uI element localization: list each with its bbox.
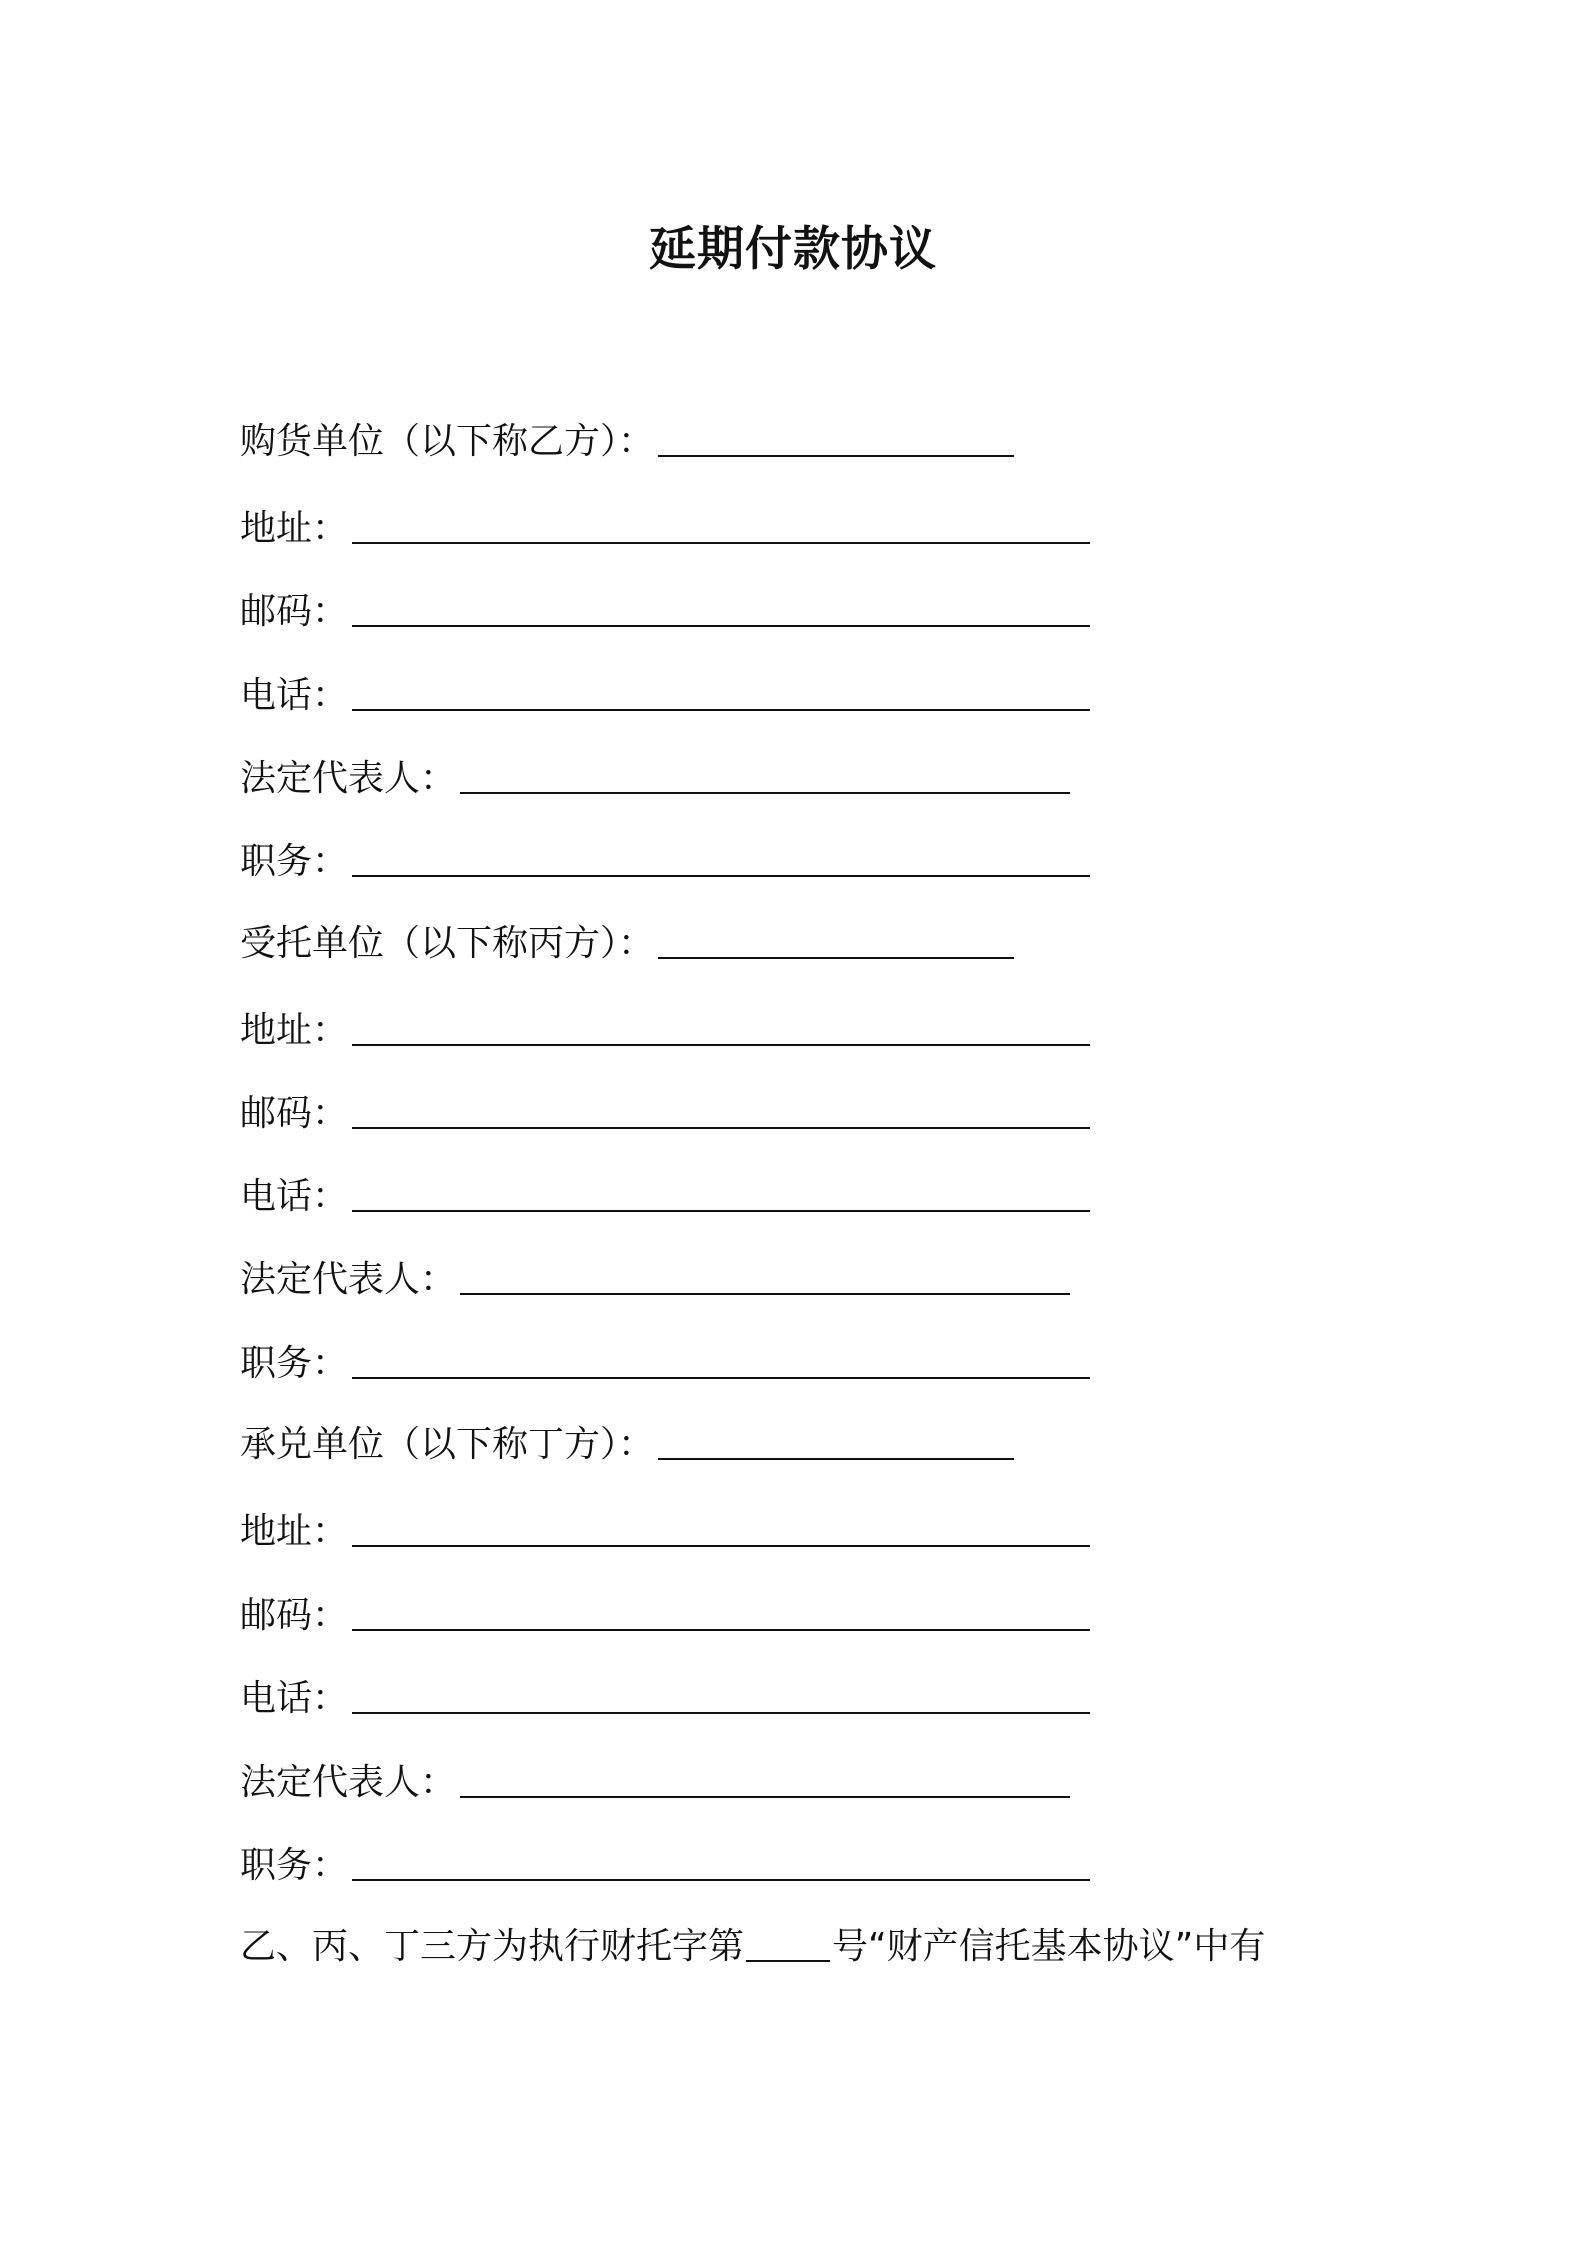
field-label-address: 地址： <box>240 1511 349 1552</box>
legal-rep-blank[interactable] <box>460 1758 1070 1798</box>
field-label-address: 地址： <box>240 1010 349 1051</box>
document-title: 延期付款协议 <box>649 222 937 277</box>
closing-text-before: 乙、丙、丁三方为执行财托字第 <box>240 1926 745 1967</box>
address-blank[interactable] <box>352 1006 1090 1046</box>
field-label-legal-rep: 法定代表人： <box>240 1259 457 1300</box>
phone-blank[interactable] <box>352 671 1090 711</box>
field-row <box>240 833 1090 883</box>
field-label-position: 职务： <box>240 1343 349 1384</box>
postcode-blank[interactable] <box>352 587 1090 627</box>
field-row <box>240 1670 1090 1720</box>
field-label-position: 职务： <box>240 1845 349 1886</box>
field-row <box>240 1002 1090 1052</box>
position-blank[interactable] <box>352 1339 1090 1379</box>
field-label-legal-rep: 法定代表人： <box>240 1762 457 1803</box>
party-heading-label: 承兑单位（以下称丁方）： <box>240 1424 655 1465</box>
party-heading-label: 受托单位（以下称丙方）： <box>240 923 655 964</box>
phone-blank[interactable] <box>352 1674 1090 1714</box>
field-row <box>240 1754 1070 1804</box>
legal-rep-blank[interactable] <box>460 1255 1070 1295</box>
field-row <box>240 1085 1090 1135</box>
legal-rep-blank[interactable] <box>460 754 1070 794</box>
field-row <box>240 1837 1090 1887</box>
agreement-number-blank[interactable] <box>746 1922 830 1962</box>
field-label-phone: 电话： <box>240 675 349 716</box>
party-heading-buyer <box>240 413 1014 463</box>
field-label-postcode: 邮码： <box>240 591 349 632</box>
postcode-blank[interactable] <box>352 1089 1090 1129</box>
party-name-blank[interactable] <box>658 919 1014 959</box>
position-blank[interactable] <box>352 1841 1090 1881</box>
closing-paragraph <box>240 1918 1265 1968</box>
field-row <box>240 1168 1090 1218</box>
field-label-postcode: 邮码： <box>240 1093 349 1134</box>
field-row <box>240 1251 1070 1301</box>
party-name-blank[interactable] <box>658 1420 1014 1460</box>
field-label-address: 地址： <box>240 508 349 549</box>
postcode-blank[interactable] <box>352 1591 1090 1631</box>
field-row <box>240 750 1070 800</box>
field-row <box>240 667 1090 717</box>
party-heading-acceptor <box>240 1416 1014 1466</box>
field-label-legal-rep: 法定代表人： <box>240 758 457 799</box>
field-row <box>240 1587 1090 1637</box>
field-label-phone: 电话： <box>240 1678 349 1719</box>
party-heading-label: 购货单位（以下称乙方）： <box>240 421 655 462</box>
field-row <box>240 500 1090 550</box>
field-label-phone: 电话： <box>240 1176 349 1217</box>
field-label-postcode: 邮码： <box>240 1595 349 1636</box>
field-row <box>240 583 1090 633</box>
party-heading-trustee <box>240 915 1014 965</box>
field-label-position: 职务： <box>240 841 349 882</box>
field-row <box>240 1335 1090 1385</box>
address-blank[interactable] <box>352 1507 1090 1547</box>
party-name-blank[interactable] <box>658 417 1014 457</box>
phone-blank[interactable] <box>352 1172 1090 1212</box>
closing-text-after: 号“财产信托基本协议”中有 <box>832 1926 1266 1967</box>
field-row <box>240 1503 1090 1553</box>
address-blank[interactable] <box>352 504 1090 544</box>
position-blank[interactable] <box>352 837 1090 877</box>
